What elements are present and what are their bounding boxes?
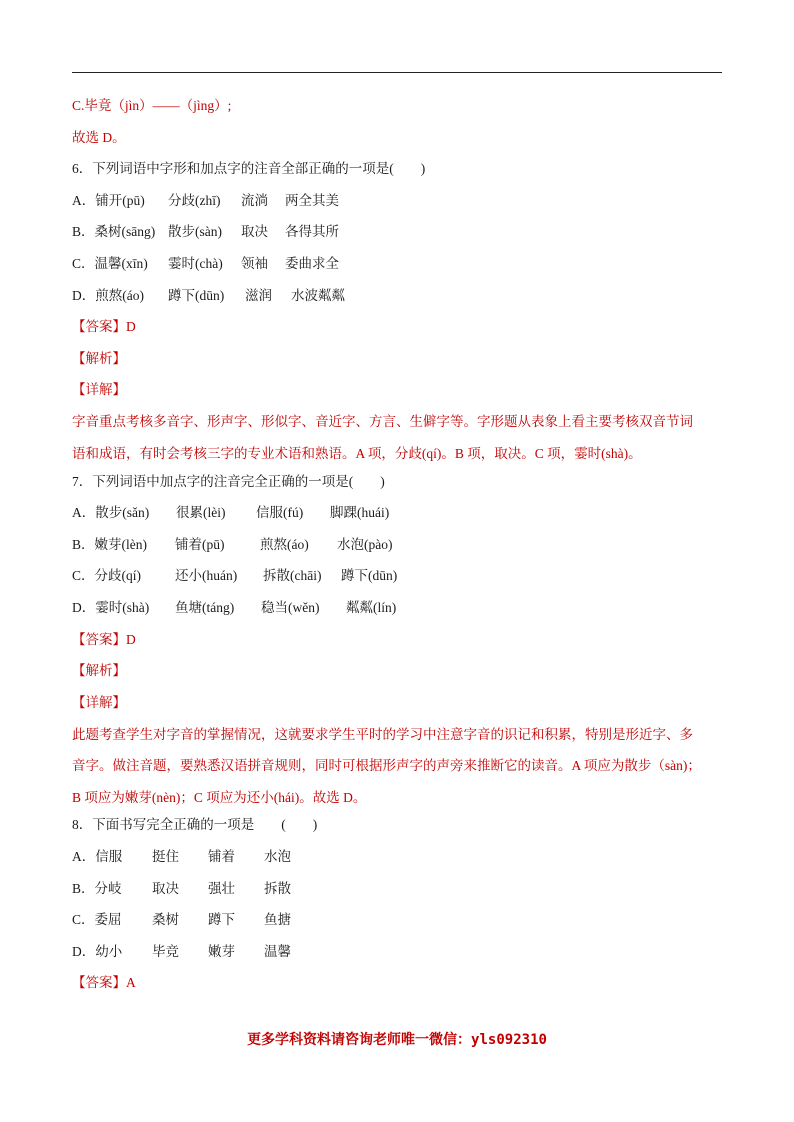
- q6-d-4: 水波粼粼: [291, 287, 345, 303]
- q7-detail: 【详解】: [72, 694, 126, 710]
- q8-a-2: 挺住: [152, 849, 179, 865]
- q8-d-3: 嫩芽: [208, 943, 235, 959]
- q6-d-1: D．煎熬(áo): [72, 287, 144, 303]
- q8-b-1: B．分岐: [72, 880, 122, 896]
- q6-a-1: A．铺开(pū): [72, 192, 145, 208]
- q7-c-4: 蹲下(dūn): [341, 568, 398, 584]
- q8-a-4: 水泡: [264, 849, 291, 865]
- q6-b-3: 取决: [241, 224, 268, 240]
- q7-b-1: B．嫩芽(lèn): [72, 536, 147, 552]
- q8-d-4: 温馨: [264, 943, 291, 959]
- q7-analysis: 【解析】: [72, 663, 126, 679]
- q8-b-3: 强壮: [208, 880, 235, 896]
- conclusion: 故选 D。: [72, 129, 126, 145]
- q8-a-1: A．信服: [72, 849, 123, 865]
- q6-c-3: 领袖: [241, 255, 268, 271]
- q8-option-b: [72, 879, 722, 899]
- q7-c-1: C．分歧(qí): [72, 568, 141, 584]
- q6-detail: 【详解】: [72, 382, 126, 398]
- q7-d-3: 稳当(wěn): [261, 599, 320, 615]
- q8-option-c: [72, 910, 722, 930]
- header-rule: [72, 72, 722, 73]
- q7-answer: 【答案】D: [72, 631, 136, 647]
- q8-b-2: 取决: [152, 880, 179, 896]
- q6-option-a: [72, 191, 722, 211]
- q6-stem: 6．下列词语中字形和加点字的注音全部正确的一项是( ): [72, 161, 426, 177]
- q6-a-3: 流淌: [241, 192, 268, 208]
- q6-option-d: [72, 286, 722, 306]
- q8-d-1: D．幼小: [72, 943, 123, 959]
- q6-explain-2: 语和成语，有时会考核三字的专业术语和熟语。A 项，分歧(qí)。B 项，取决。C 项，霎时(shà)。: [72, 445, 642, 461]
- q7-explain-3: B 项应为嫩芽(nèn)；C 项应为还小(hái)。故选 D。: [72, 789, 367, 805]
- q7-a-1: A．散步(sǎn): [72, 505, 150, 521]
- q8-a-3: 铺着: [208, 849, 235, 865]
- q6-a-4: 两全其美: [285, 192, 339, 208]
- q7-option-b: [72, 535, 722, 555]
- q8-c-2: 桑树: [152, 912, 179, 928]
- q6-option-b: [72, 222, 722, 242]
- q7-option-d: [72, 598, 722, 618]
- q6-b-1: B．桑树(sāng): [72, 224, 156, 240]
- footer-contact: 更多学科资料请咨询老师唯一微信：yls092310: [247, 1032, 547, 1048]
- q7-d-2: 鱼塘(táng): [175, 599, 235, 615]
- q7-b-2: 铺着(pū): [175, 536, 225, 552]
- q6-c-4: 委曲求全: [285, 255, 339, 271]
- q6-d-3: 滋润: [245, 287, 272, 303]
- q8-c-4: 鱼搪: [264, 912, 291, 928]
- q6-c-1: C．温馨(xīn): [72, 255, 148, 271]
- q7-b-4: 水泡(pào): [337, 536, 393, 552]
- document-body: [72, 96, 722, 993]
- q8-option-d: [72, 942, 722, 962]
- q7-option-a: [72, 503, 722, 523]
- q6-d-2: 蹲下(dūn): [168, 287, 225, 303]
- q7-b-3: 煎熬(áo): [260, 536, 309, 552]
- q6-answer: 【答案】D: [72, 319, 136, 335]
- q6-option-c: [72, 254, 722, 274]
- q7-c-3: 拆散(chāi): [263, 568, 322, 584]
- q6-analysis: 【解析】: [72, 350, 126, 366]
- q7-explain-1: 此题考查学生对字音的掌握情况，这就要求学生平时的学习中注意字音的识记和积累，特别是形近字、多: [72, 726, 693, 742]
- q6-b-4: 各得其所: [285, 224, 339, 240]
- q7-d-1: D．霎时(shà): [72, 599, 150, 615]
- q6-a-2: 分歧(zhī): [168, 192, 221, 208]
- q7-c-2: 还小(huán): [175, 568, 238, 584]
- q8-c-1: C．委屈: [72, 912, 122, 928]
- option-c-note: C.毕竟（jìn）——（jìng）;: [72, 98, 232, 113]
- q6-explain-1: 字音重点考核多音字、形声字、形似字、音近字、方言、生僻字等。字形题从表象上看主要考核双音节词: [72, 414, 693, 430]
- q7-a-3: 信服(fú): [256, 505, 304, 521]
- q6-c-2: 霎时(chà): [168, 255, 223, 271]
- q7-a-4: 脚踝(huái): [330, 505, 390, 521]
- q7-d-4: 粼粼(lín): [346, 599, 397, 615]
- q8-b-4: 拆散: [264, 880, 291, 896]
- q7-stem: 7．下列词语中加点字的注音完全正确的一项是( ): [72, 473, 385, 489]
- q8-answer: 【答案】A: [72, 975, 136, 991]
- q7-explain-2: 音字。做注音题，要熟悉汉语拼音规则，同时可根据形声字的声旁来推断它的读音。A 项应为散步（sàn)；: [72, 758, 701, 774]
- q7-option-c: [72, 566, 722, 586]
- q7-a-2: 很累(lèi): [176, 505, 226, 521]
- q8-option-a: [72, 847, 722, 867]
- q8-stem: 8．下面书写完全正确的一项是 ( ): [72, 817, 318, 833]
- q6-b-2: 散步(sàn): [168, 224, 222, 240]
- q8-d-2: 毕竞: [152, 943, 179, 959]
- q8-c-3: 蹲下: [208, 912, 235, 928]
